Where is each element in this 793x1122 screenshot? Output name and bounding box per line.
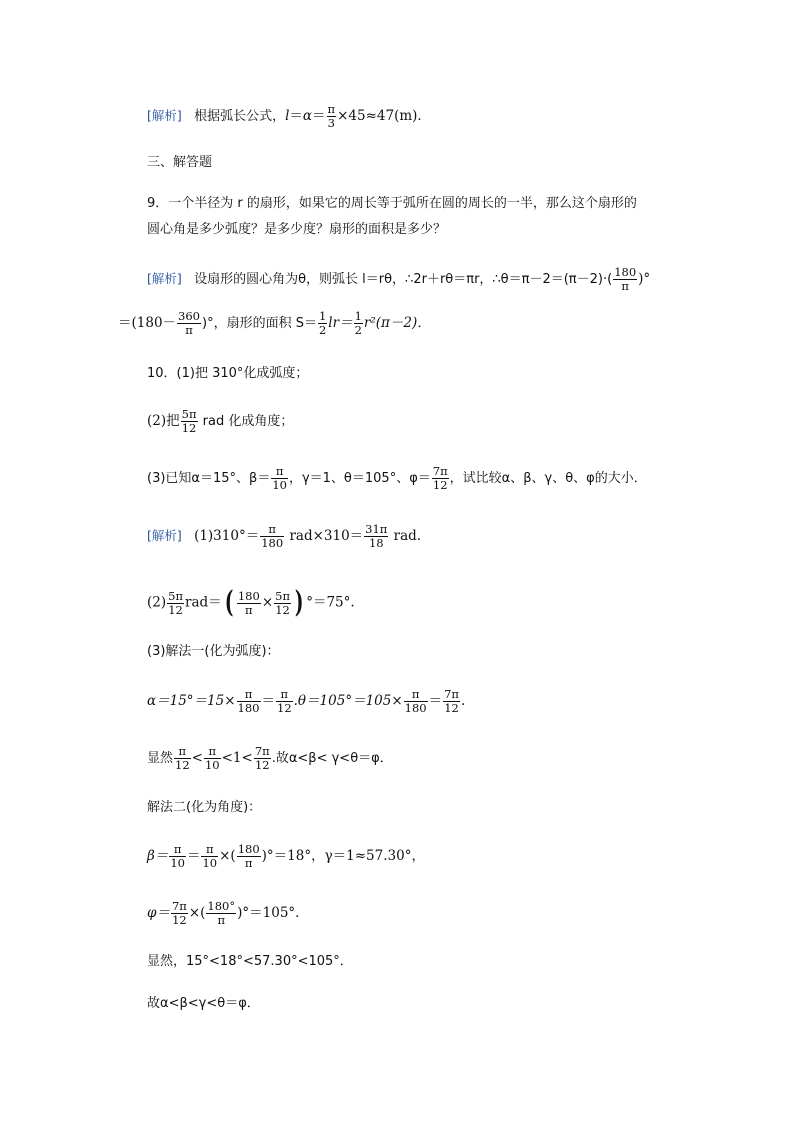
question-9-line-1: 9．一个半径为 r 的扇形，如果它的周长等于弧所在圆的周长的一半，那么这个扇形的 — [147, 196, 637, 211]
q10-method-2-line-2: φ＝ $\frac{7\pi}{12}$ ×( $\frac{180^\circ}{\pi}$ )°＝105°． — [147, 899, 309, 927]
fraction: $\frac{7\pi}{12}$ — [432, 464, 448, 492]
fraction: $\frac{7\pi}{12}$ — [254, 744, 270, 772]
question-9-line-2: 圆心角是多少弧度？是多少度？扇形的面积是多少？ — [147, 222, 447, 237]
fraction: $\frac{\pi}{12}$ — [175, 744, 190, 772]
fraction: $\frac{7\pi}{12}$ — [171, 899, 187, 927]
q10-method-2-line-3: 显然，15°<18°<57.30°<105°． — [147, 954, 353, 969]
question-10-part-3: (3)已知α＝15°、β＝ $\frac{\pi}{10}$ ，γ＝1、θ＝105°、φ＝ $\frac{7\pi}{12}$ ，试比较α、β、γ、θ、φ的大小． — [147, 464, 647, 492]
fraction: $\frac{180}{\pi}$ — [237, 588, 260, 617]
analysis-tag: [解析] — [147, 528, 182, 543]
q10-method-2-title: 解法二(化为角度)： — [147, 800, 262, 815]
q9-analysis-line-2: ＝(180－ $\frac{360}{\pi}$ )°，扇形的面积 S＝ $\frac{1}{2}$ lr＝ $\frac{1}{2}$ r²(π－2)． — [118, 309, 431, 337]
fraction: $\frac{\pi}{12}$ — [277, 687, 292, 715]
fraction: $\frac{\pi}{10}$ — [204, 744, 220, 772]
question-10-part-2: (2)把 $\frac{5\pi}{12}$ rad 化成角度； — [147, 407, 294, 435]
analysis-line-1: [解析] 根据弧长公式，l＝α＝ $\frac{\pi}{3}$ ×45≈47(m)． — [147, 102, 431, 130]
fraction: $\frac{5\pi}{12}$ — [168, 588, 183, 617]
right-bracket: ) — [294, 585, 304, 620]
fraction: $\frac{180^\circ}{\pi}$ — [207, 899, 236, 927]
analysis-tag: [解析] — [147, 271, 182, 286]
q10-method-1-line-2: 显然 $\frac{\pi}{12}$ < $\frac{\pi}{10}$ <1< $\frac{7\pi}{12}$ .故α<β< γ<θ＝φ． — [147, 744, 393, 772]
fraction: $\frac{\pi}{10}$ — [202, 842, 218, 870]
fraction: $\frac{180}{\pi}$ — [614, 265, 637, 293]
fraction: $\frac{1}{2}$ — [318, 309, 327, 337]
q10-method-1-title: (3)解法一(化为弧度)： — [147, 644, 280, 659]
q10-method-2-line-4: 故α<β<γ<θ＝φ． — [147, 996, 260, 1011]
fraction: $\frac{5\pi}{12}$ — [181, 407, 197, 435]
q10-solution-2: (2) $\frac{5\pi}{12}$ rad＝( $\frac{180}{\pi}$ × $\frac{5\pi}{12}$ ) °＝75°. — [147, 585, 355, 620]
section-title: 三、解答题 — [147, 155, 213, 170]
fraction: $\frac{360}{\pi}$ — [178, 309, 200, 337]
fraction: $\frac{\pi}{3}$ — [327, 102, 336, 130]
fraction: $\frac{\pi}{180}$ — [261, 522, 284, 550]
fraction: $\frac{\pi}{10}$ — [272, 464, 287, 492]
fraction: $\frac{\pi}{180}$ — [237, 687, 260, 715]
analysis-tag: [解析] — [147, 108, 182, 123]
q10-method-2-line-1: β＝ $\frac{\pi}{10}$ ＝ $\frac{\pi}{10}$ ×( $\frac{180}{\pi}$ )°＝18°，γ＝1≈57.30°， — [147, 842, 425, 870]
fraction: $\frac{31\pi}{18}$ — [365, 522, 388, 550]
question-10-part-1: 10．(1)把 310°化成弧度； — [147, 366, 309, 381]
q9-analysis-line-1: [解析] 设扇形的圆心角为θ，则弧长 l＝rθ，∴2r＋rθ＝πr，∴θ＝π－2＝(π－2)·( $\frac{180}{\pi}$ )° — [147, 265, 651, 293]
fraction: $\frac{5\pi}{12}$ — [275, 588, 290, 617]
fraction: $\frac{\pi}{180}$ — [404, 687, 427, 715]
left-bracket: ( — [224, 585, 234, 620]
fraction: $\frac{\pi}{10}$ — [170, 842, 185, 870]
fraction: $\frac{180}{\pi}$ — [237, 842, 260, 870]
fraction: $\frac{1}{2}$ — [354, 309, 362, 337]
fraction: $\frac{7\pi}{12}$ — [444, 687, 459, 715]
q10-solution-1: [解析] (1)310°＝ $\frac{\pi}{180}$ rad×310＝ $\frac{31\pi}{18}$ rad. — [147, 522, 422, 550]
q10-method-1-line-1: α＝15°＝15× $\frac{\pi}{180}$ ＝ $\frac{\pi}{12}$ .θ＝105°＝105× $\frac{\pi}{180}$ ＝ $\frac{7\pi}{12}$ . — [147, 687, 466, 715]
